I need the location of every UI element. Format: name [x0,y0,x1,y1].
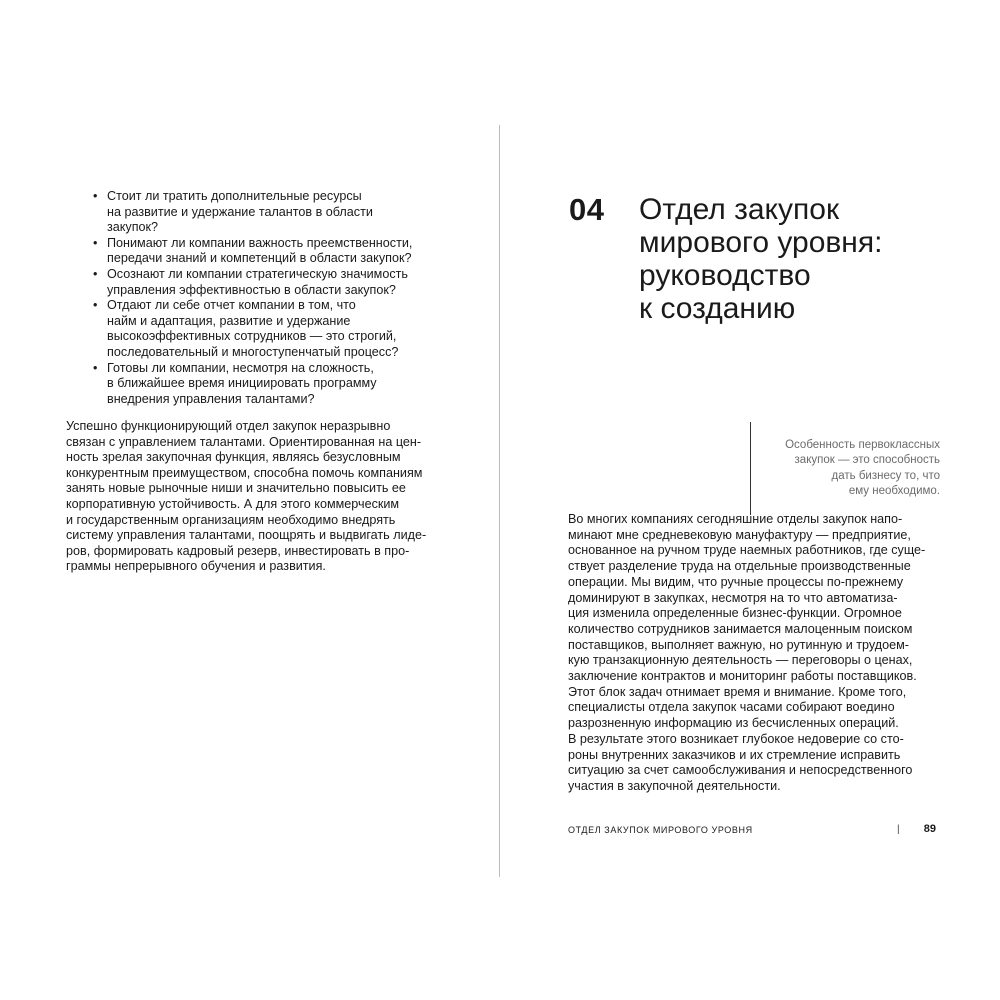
list-item [90,189,435,236]
list-item [90,298,435,360]
bullet-dot: • [93,360,98,375]
bullet-text: Осознают ли компании стратегическую значимость управления эффективностью в области закупок? [107,266,408,297]
chapter-number: 04 [569,192,605,227]
bullet-text: Стоит ли тратить дополнительные ресурсы на развитие и удержание талантов в области закупок? [107,189,373,235]
left-page [0,0,498,1000]
bullet-dot: • [93,189,98,203]
footer-separator: | [897,824,901,835]
bullet-list [90,189,435,407]
running-title: ОТДЕЛ ЗАКУПОК МИРОВОГО УРОВНЯ [568,825,753,835]
pull-quote-text: Особенность первоклассных закупок — это способность дать бизнесу то, что ему необходимо. [785,438,940,497]
bullet-dot: • [93,298,98,313]
book-gutter [499,125,500,877]
bullet-text: Отдают ли себе отчет компании в том, что найм и адаптация, развитие и удержание высокоэффективных сотрудников — это строгий, последовательный и многоступенчатый процесс? [107,298,399,359]
bullet-text: Понимают ли компании важность преемственности, передачи знаний и компетенций в области закупок? [107,235,413,266]
list-item [90,236,435,267]
bullet-text: Готовы ли компании, несмотря на сложность, в ближайшее время инициировать программу внедрения управления талантами? [107,360,377,406]
page-footer [568,823,936,839]
body-paragraph: Успешно функционирующий отдел закупок неразрывно связан с управлением талантами. Ориентированная на цен- ность зрелая закупочная функция, являясь безусловным конкурентным преимуществом, способна помочь компаниям занять новые рыночные ниши и значительно повысить ее корпоративную устойчивость. А для этого коммерческим и государственным организациям необходимо внедрять систему управления талантами, поощрять и выдвигать лиде- ров, формировать кадровый резерв, инвестировать в про- граммы непрерывного обучения и развития. [66,419,427,574]
page-number: 89 [923,823,936,835]
bullet-dot: • [93,235,98,250]
body-paragraph: Во многих компаниях сегодняшние отделы закупок напо- минают мне средневековую мануфактуру — предприятие, основанное на ручном труде наемных работников, где суще- ствует разделение труда на отдельные производственные операции. Мы видим, что ручные процессы по-прежнему доминируют в закупках, несмотря на то что автоматиза- ция изменила определенные бизнес-функции. Огромное количество сотрудников занимается малоценным поиском поставщиков, выполняет важную, но рутинную и трудоем- кую транзакционную деятельность — переговоры о ценах, заключение контрактов и мониторинг работы поставщиков. Этот блок задач отнимает время и внимание. Кроме того, специалисты отдела закупок часами собирают воедино разрозненную информацию из бесчисленных операций. В результате этого возникает глубокое недоверие со сто- роны внутренних заказчиков и их стремление исправить ситуацию за счет самообслуживания и непосредственного участия в закупочной деятельности. [568,512,926,793]
list-item [90,267,435,298]
pull-quote [750,422,940,515]
right-page [502,0,1000,1000]
bullet-dot: • [93,266,98,281]
chapter-title: Отдел закупок мирового уровня: руководство к созданию [639,193,883,325]
list-item [90,361,435,408]
